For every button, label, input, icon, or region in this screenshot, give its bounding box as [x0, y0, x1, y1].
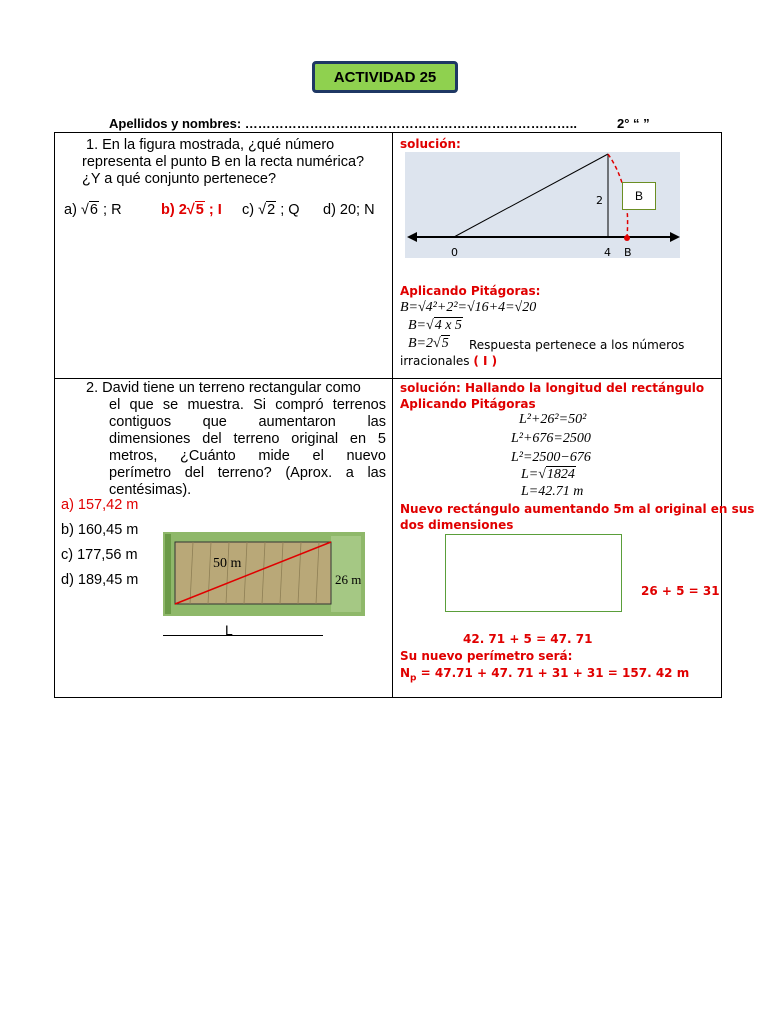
s2-eq4-lhs: L=: [521, 467, 539, 482]
q1-option-b-set: ; I: [208, 202, 222, 218]
names-line: [109, 116, 650, 131]
q1-option-c-root: 2: [267, 202, 276, 218]
q2-line-4: dimensiones del terreno original en 5: [109, 431, 386, 447]
s2-side-sum: 26 + 5 = 31: [641, 584, 720, 598]
s1-answer-line-1: Respuesta pertenece a los números: [469, 338, 685, 352]
q1-option-c: c) √2 ; Q: [242, 202, 300, 218]
s2-equation-4: L=√1824: [521, 467, 575, 482]
s1-equation-3: B=2√5: [408, 336, 449, 351]
s1-answer-line-2: [400, 354, 497, 368]
s2-label: solución: Hallando la longitud del rectángulo: [400, 381, 705, 395]
terrain-length-label: L: [225, 622, 233, 638]
q2-option-a: a) 157,42 m: [61, 497, 139, 513]
s1-label: solución:: [400, 137, 461, 151]
fig-label-two: 2: [596, 194, 603, 207]
names-label: Apellidos y nombres: …………………………………………………………………..: [109, 116, 578, 131]
q1-option-c-set: ; Q: [280, 202, 300, 218]
s2-eq4-root: 1824: [546, 467, 575, 482]
q2-line-2: el que se muestra. Si compró terrenos: [109, 397, 386, 413]
terrain-side-label: 26 m: [335, 572, 362, 587]
point-b-marker: [624, 235, 630, 241]
s1-equation-1: B=√4²+2²=√16+4=√20: [400, 300, 537, 315]
terrain-figure: [163, 532, 365, 616]
terrain-length-line: [163, 635, 323, 636]
q2-line-1: 2. David tiene un terreno rectangular como: [86, 380, 361, 396]
s2-equation-3: L²=2500−676: [511, 450, 591, 465]
q2-option-d: d) 189,45 m: [61, 572, 139, 588]
q1-line-3: ¿Y a qué conjunto pertenece?: [82, 171, 277, 187]
q1-option-d: d) 20; N: [323, 202, 375, 218]
answer-box-b: [622, 182, 656, 210]
s1-eq2-root: 4 x 5: [434, 318, 462, 333]
s1-eq2-lhs: B=: [408, 318, 426, 333]
fig-label-b: B: [624, 246, 632, 259]
q2-line-7: centésimas).: [109, 482, 192, 498]
q2-option-c: c) 177,56 m: [61, 547, 138, 563]
activity-title-text: ACTIVIDAD 25: [333, 68, 437, 86]
q2-line-5: metros, ¿Cuánto mide el nuevo: [109, 448, 386, 464]
q2-line-3: contiguos que aumentaron las: [109, 414, 386, 430]
q2-option-b: b) 160,45 m: [61, 522, 139, 538]
s1-eq3-lhs: B=2: [408, 336, 433, 351]
q1-option-b-root: 5: [195, 202, 204, 218]
s2-length-sum: 42. 71 + 5 = 47. 71: [463, 632, 593, 646]
q1-option-c-label: c): [242, 202, 255, 218]
q1-option-b-label: b) 2: [161, 202, 187, 218]
q1-option-a-root: 6: [89, 202, 98, 218]
s2-perimeter-symbol: N: [400, 666, 411, 680]
hypotenuse-line: [454, 154, 608, 237]
grade-label: 2° “ ”: [617, 116, 650, 131]
number-line-right-arrow: [670, 232, 680, 242]
number-line-left-arrow: [407, 232, 417, 242]
s2-new-rect-line-1: Nuevo rectángulo aumentando 5m al original en sus: [400, 502, 755, 516]
s1-answer-irrational: irracionales: [400, 354, 470, 368]
fig-label-four: 4: [604, 246, 611, 259]
s2-equation-1: L²+26²=50²: [519, 412, 587, 427]
terrain-diagonal-label: 50 m: [213, 556, 242, 571]
table-column-divider: [392, 132, 393, 698]
s1-pitagoras-label: Aplicando Pitágoras:: [400, 284, 541, 298]
q1-option-a-set: ; R: [103, 202, 122, 218]
q1-line-2: representa el punto B en la recta numérica?: [82, 154, 365, 170]
activity-title: [312, 61, 458, 93]
q1-line-1: 1. En la figura mostrada, ¿qué número: [86, 137, 335, 153]
new-rectangle-box: [445, 534, 622, 612]
s2-equation-2: L²+676=2500: [511, 431, 591, 446]
s1-answer-set: ( I ): [473, 354, 498, 368]
s2-pitagoras-label: Aplicando Pitágoras: [400, 397, 536, 411]
s1-eq3-root: 5: [441, 336, 449, 351]
q1-option-a: a) √6 ; R: [64, 202, 122, 218]
q2-line-6: perímetro del terreno? (Aprox. a las: [109, 465, 386, 481]
fig-label-zero: 0: [451, 246, 458, 259]
s2-equation-5: L=42.71 m: [521, 484, 584, 499]
s2-perimeter-equation: [400, 666, 689, 683]
answer-box-b-text: B: [634, 189, 643, 203]
s2-perimeter-subscript: p: [410, 673, 417, 684]
q1-option-b: b) 2√5 ; I: [161, 202, 222, 218]
q1-option-a-label: a): [64, 202, 77, 218]
s2-perimeter-value: = 47.71 + 47. 71 + 31 + 31 = 157. 42 m: [416, 666, 690, 680]
table-row-divider: [54, 378, 722, 379]
s1-equation-2: B=√4 x 5: [408, 318, 462, 333]
s2-new-rect-line-2: dos dimensiones: [400, 518, 514, 532]
s2-perimeter-label: Su nuevo perímetro será:: [400, 649, 573, 663]
